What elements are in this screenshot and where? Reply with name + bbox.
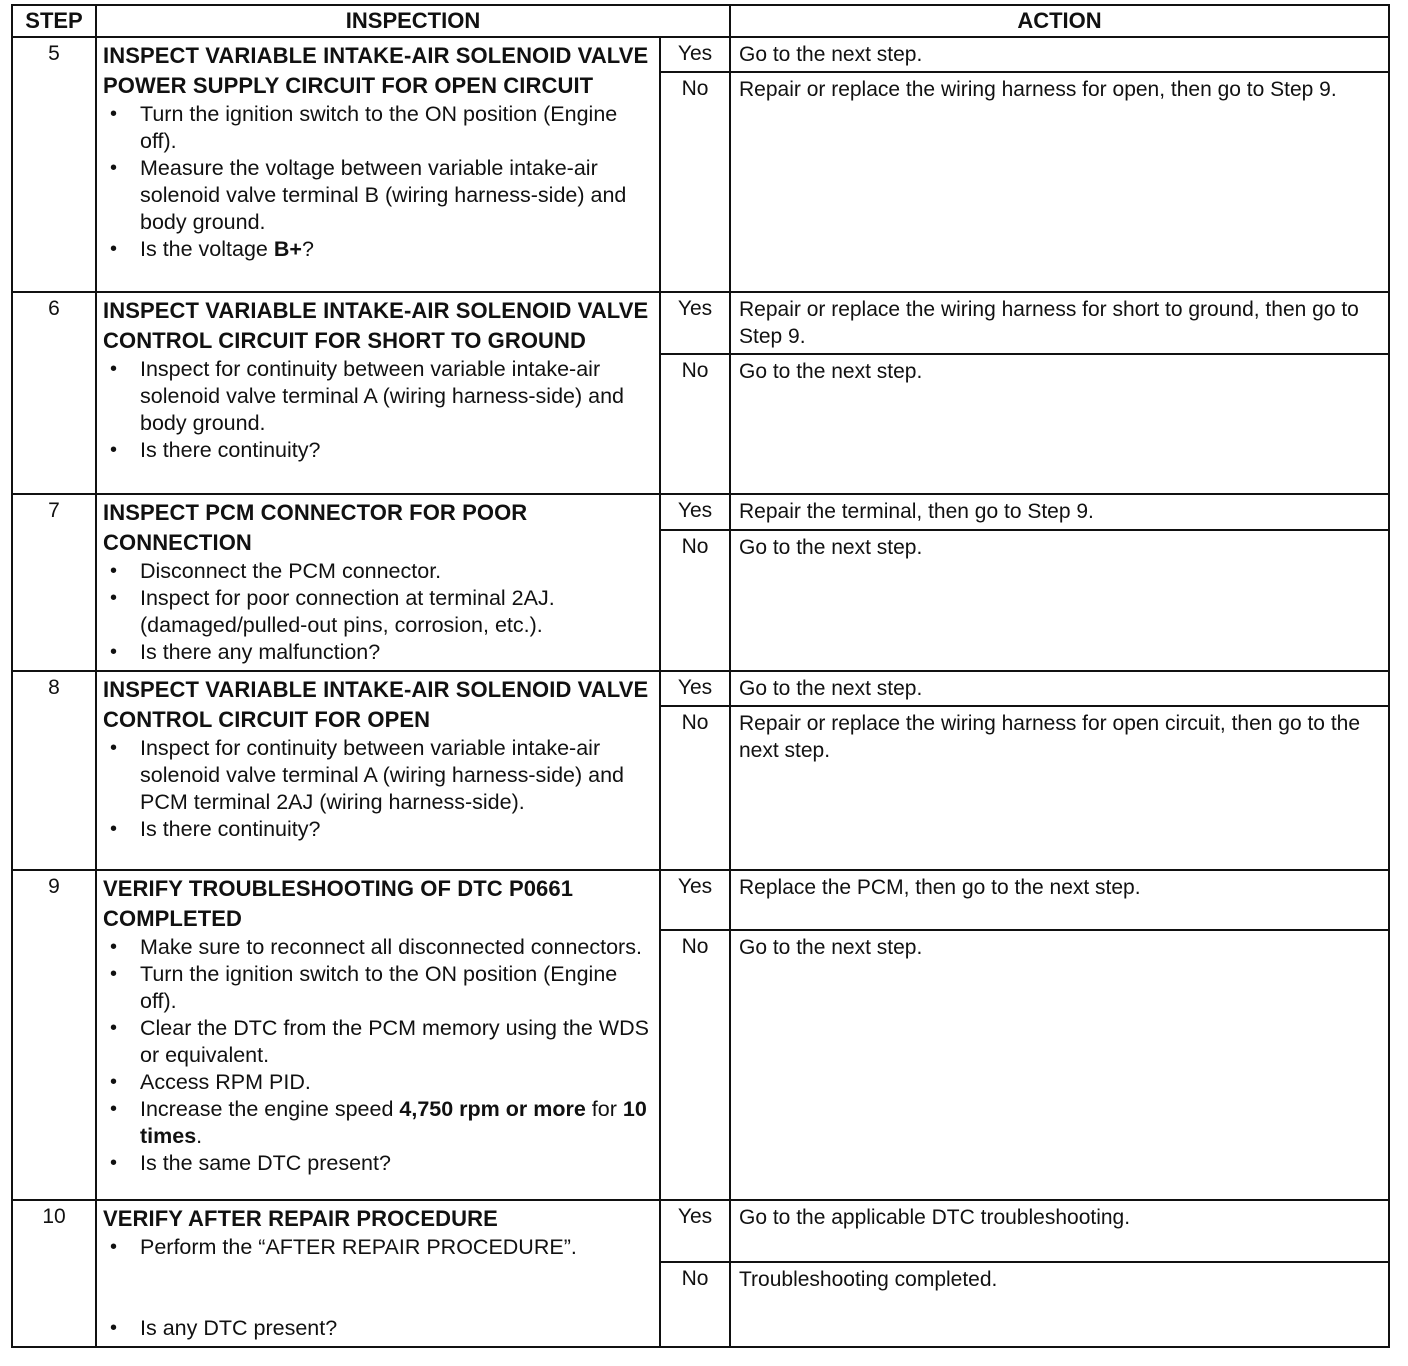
table-row — [12, 494, 1389, 530]
header-action: ACTION — [730, 5, 1389, 37]
yes-action: Go to the applicable DTC troubleshooting. — [730, 1200, 1389, 1262]
list-item: • Inspect for continuity between variable intake-air solenoid valve terminal A (wiring harness-side) and PCM terminal 2AJ (wiring harness-side). — [140, 735, 653, 816]
troubleshooting-table — [11, 4, 1390, 1348]
table-row — [12, 292, 1389, 354]
list-item: • Increase the engine speed 4,750 rpm or more for 10 times. — [140, 1096, 653, 1150]
list-item: • Is the voltage B+? — [140, 236, 653, 263]
no-action: Go to the next step. — [730, 530, 1389, 671]
instruction-list — [103, 735, 653, 843]
yes-action: Repair the terminal, then go to Step 9. — [730, 494, 1389, 530]
list-item: • Disconnect the PCM connector. — [140, 558, 653, 585]
list-item: • Perform the “AFTER REPAIR PROCEDURE”. — [140, 1234, 653, 1261]
list-item: • Is there any malfunction? — [140, 639, 653, 666]
inspection-cell — [96, 1200, 660, 1347]
instruction-list — [103, 1234, 653, 1342]
inspection-cell — [96, 870, 660, 1200]
step-title: INSPECT PCM CONNECTOR FOR POOR CONNECTION — [103, 500, 528, 555]
table-row — [12, 37, 1389, 72]
no-label: No — [660, 1262, 730, 1347]
instruction-list — [103, 558, 653, 666]
list-item: • Is there continuity? — [140, 437, 653, 464]
no-label: No — [660, 354, 730, 494]
list-item: • Is the same DTC present? — [140, 1150, 653, 1177]
list-item: • Inspect for continuity between variable intake-air solenoid valve terminal A (wiring harness-side) and body ground. — [140, 356, 653, 437]
header-row — [12, 5, 1389, 37]
instruction-list — [103, 101, 653, 263]
list-item: • Is any DTC present? — [140, 1315, 653, 1342]
no-label: No — [660, 706, 730, 870]
inspection-cell — [96, 292, 660, 494]
yes-action: Go to the next step. — [730, 37, 1389, 72]
inspection-cell — [96, 494, 660, 671]
step-number: 9 — [12, 870, 96, 1200]
list-item: • Access RPM PID. — [140, 1069, 653, 1096]
step-number: 8 — [12, 671, 96, 870]
step-title: INSPECT VARIABLE INTAKE-AIR SOLENOID VALVE CONTROL CIRCUIT FOR OPEN — [103, 677, 649, 732]
header-inspection: INSPECTION — [96, 5, 730, 37]
no-label: No — [660, 72, 730, 292]
no-action: Repair or replace the wiring harness for open, then go to Step 9. — [730, 72, 1389, 292]
step-title: VERIFY AFTER REPAIR PROCEDURE — [103, 1206, 498, 1231]
step-title: INSPECT VARIABLE INTAKE-AIR SOLENOID VALVE CONTROL CIRCUIT FOR SHORT TO GROUND — [103, 298, 649, 353]
list-item: • Is there continuity? — [140, 816, 653, 843]
yes-action: Repair or replace the wiring harness for short to ground, then go to Step 9. — [730, 292, 1389, 354]
inspection-cell — [96, 671, 660, 870]
list-item: • Inspect for poor connection at terminal 2AJ. (damaged/pulled-out pins, corrosion, etc.). — [140, 585, 653, 639]
instruction-list — [103, 356, 653, 464]
list-item: • Turn the ignition switch to the ON position (Engine off). — [140, 101, 653, 155]
list-item: • Clear the DTC from the PCM memory using the WDS or equivalent. — [140, 1015, 653, 1069]
yes-label: Yes — [660, 292, 730, 354]
step-title: INSPECT VARIABLE INTAKE-AIR SOLENOID VALVE POWER SUPPLY CIRCUIT FOR OPEN CIRCUIT — [103, 43, 649, 98]
no-label: No — [660, 530, 730, 671]
no-action: Troubleshooting completed. — [730, 1262, 1389, 1347]
inspection-cell — [96, 37, 660, 292]
yes-label: Yes — [660, 671, 730, 706]
table-row — [12, 1200, 1389, 1262]
table-row — [12, 671, 1389, 706]
step-title: VERIFY TROUBLESHOOTING OF DTC P0661 COMPLETED — [103, 876, 574, 931]
table-row — [12, 870, 1389, 930]
list-item: • Make sure to reconnect all disconnected connectors. — [140, 934, 653, 961]
no-label: No — [660, 930, 730, 1200]
list-item: • Turn the ignition switch to the ON position (Engine off). — [140, 961, 653, 1015]
step-number: 7 — [12, 494, 96, 671]
yes-label: Yes — [660, 494, 730, 530]
list-item: • Measure the voltage between variable intake-air solenoid valve terminal B (wiring harness-side) and body ground. — [140, 155, 653, 236]
yes-label: Yes — [660, 1200, 730, 1262]
no-action: Go to the next step. — [730, 930, 1389, 1200]
yes-label: Yes — [660, 37, 730, 72]
instruction-list — [103, 934, 653, 1177]
no-action: Repair or replace the wiring harness for open circuit, then go to the next step. — [730, 706, 1389, 870]
yes-action: Replace the PCM, then go to the next step. — [730, 870, 1389, 930]
header-step: STEP — [12, 5, 96, 37]
step-number: 5 — [12, 37, 96, 292]
yes-action: Go to the next step. — [730, 671, 1389, 706]
yes-label: Yes — [660, 870, 730, 930]
no-action: Go to the next step. — [730, 354, 1389, 494]
step-number: 10 — [12, 1200, 96, 1347]
step-number: 6 — [12, 292, 96, 494]
